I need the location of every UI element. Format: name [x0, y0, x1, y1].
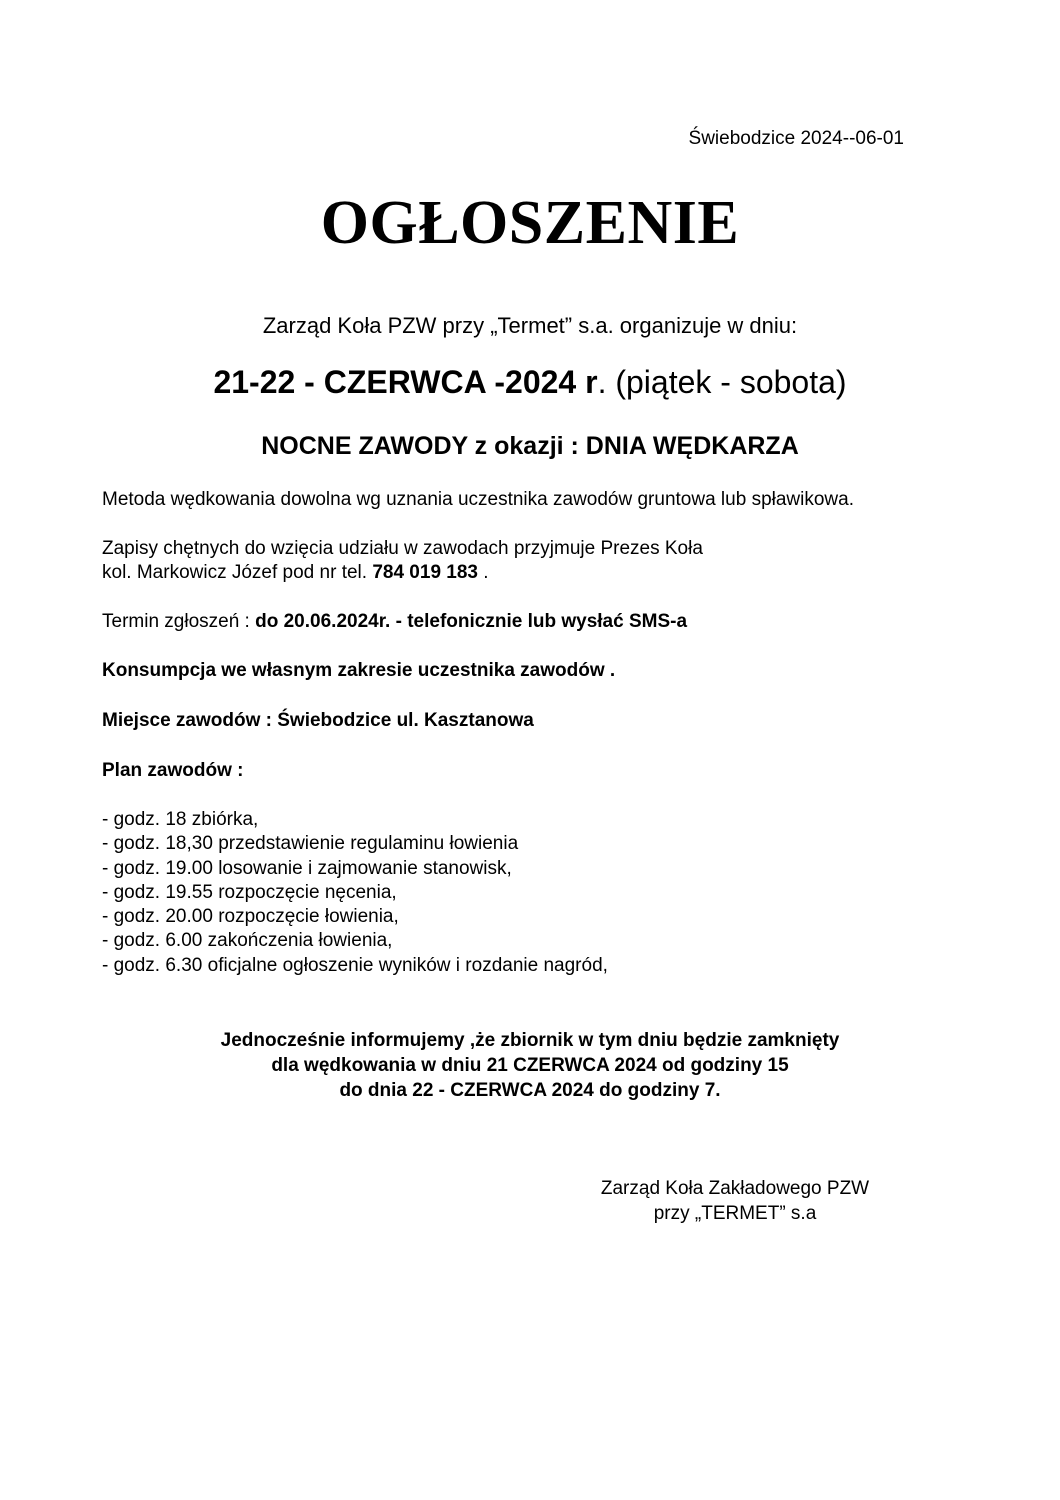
signup-line-1: Zapisy chętnych do wzięcia udziału w zawodach przyjmuje Prezes Koła	[102, 538, 703, 559]
signup-contact: kol. Markowicz Józef pod nr tel.	[102, 562, 373, 583]
phone-number: 784 019 183	[372, 562, 478, 583]
schedule-list	[102, 808, 608, 978]
event-dates	[0, 364, 1060, 401]
closing-notice	[0, 1028, 1060, 1103]
deadline-paragraph	[102, 610, 687, 634]
event-dates-days: . (piątek - sobota)	[597, 364, 847, 400]
schedule-item: - godz. 6.00 zakończenia łowienia,	[102, 930, 393, 952]
place-paragraph: Miejsce zawodów : Świebodzice ul. Kasztanowa	[102, 710, 534, 731]
page-title: OGŁOSZENIE	[320, 189, 740, 257]
signup-paragraph	[102, 537, 703, 585]
closing-line: dla wędkowania w dniu 21 CZERWCA 2024 od godziny 15	[271, 1055, 789, 1076]
signature-line: Zarząd Koła Zakładowego PZW	[600, 1178, 870, 1199]
deadline-label: Termin zgłoszeń :	[102, 611, 256, 632]
signup-suffix: .	[478, 562, 489, 583]
method-paragraph: Metoda wędkowania dowolna wg uznania uczestnika zawodów gruntowa lub spławikowa.	[102, 489, 854, 510]
schedule-item: - godz. 19.00 losowanie i zajmowanie stanowisk,	[102, 857, 512, 879]
schedule-item: - godz. 18,30 przedstawienie regulaminu łowienia	[102, 833, 519, 855]
event-dates-bold: 21-22 - CZERWCA -2024 r	[213, 364, 598, 400]
deadline-value: do 20.06.2024r. - telefonicznie lub wysłać SMS-a	[255, 611, 688, 632]
food-paragraph: Konsumpcja we własnym zakresie uczestnika zawodów .	[102, 660, 616, 681]
event-name: NOCNE ZAWODY z okazji : DNIA WĘDKARZA	[261, 432, 799, 460]
intro-line: Zarząd Koła PZW przy „Termet” s.a. organizuje w dniu:	[262, 313, 798, 338]
schedule-item: - godz. 6.30 oficjalne ogłoszenie wyników i rozdanie nagród,	[102, 954, 608, 976]
plan-title: Plan zawodów :	[102, 760, 244, 781]
signature-block	[560, 1176, 910, 1226]
closing-line: do dnia 22 - CZERWCA 2024 do godziny 7.	[339, 1080, 721, 1101]
schedule-item: - godz. 19.55 rozpoczęcie nęcenia,	[102, 881, 397, 903]
schedule-item: - godz. 20.00 rozpoczęcie łowienia,	[102, 906, 399, 928]
schedule-item: - godz. 18 zbiórka,	[102, 809, 259, 830]
signup-line-2	[102, 561, 703, 585]
place-date: Świebodzice 2024--06-01	[688, 128, 904, 149]
closing-line: Jednocześnie informujemy ,że zbiornik w tym dniu będzie zamknięty	[220, 1030, 840, 1051]
signature-line: przy „TERMET” s.a	[653, 1203, 817, 1224]
